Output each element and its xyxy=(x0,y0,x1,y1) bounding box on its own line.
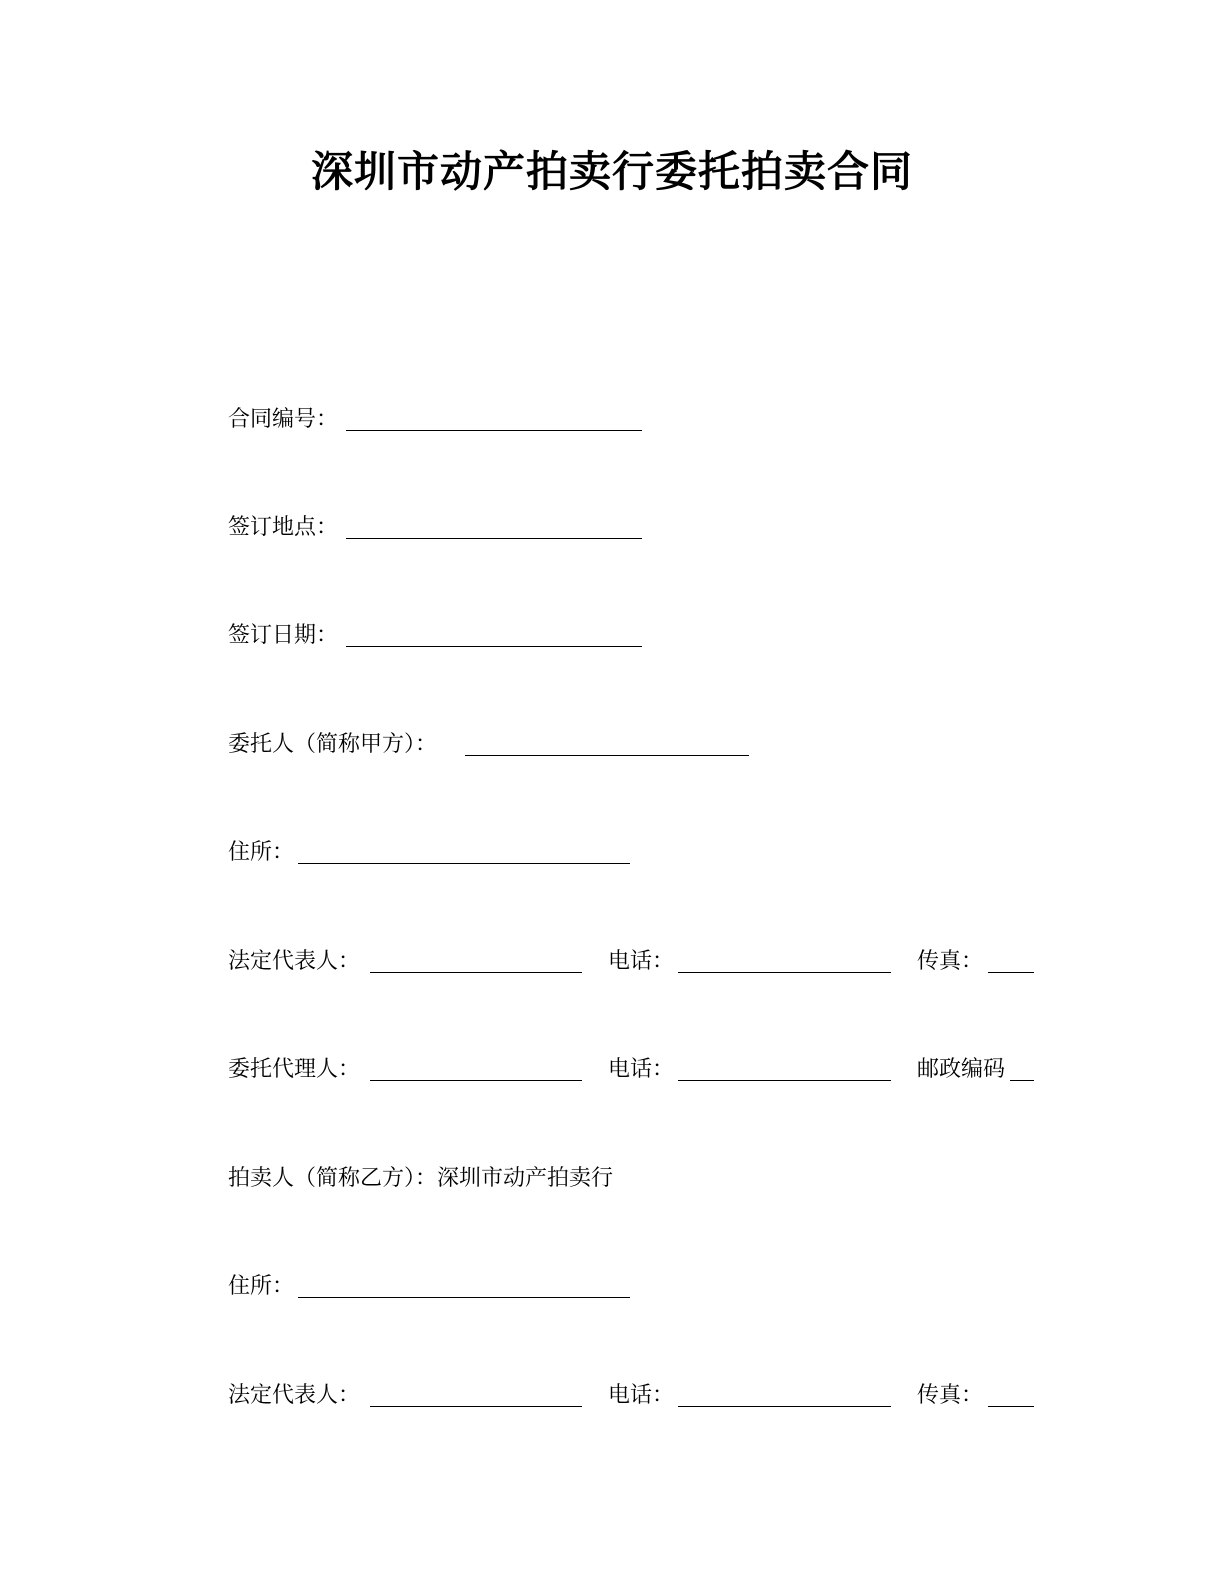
party-b-fax-label: 传真： xyxy=(917,1383,984,1408)
party-b-legal-rep-label: 法定代表人： xyxy=(228,1383,361,1408)
party-a-agent-phone-label: 电话： xyxy=(608,1057,675,1082)
party-a-legal-rep-blank[interactable] xyxy=(370,972,582,973)
party-a-postcode-blank[interactable] xyxy=(1010,1080,1034,1081)
party-b-address-blank[interactable] xyxy=(298,1297,630,1298)
party-a-label: 委托人（简称甲方）： xyxy=(228,732,438,757)
party-a-agent-label: 委托代理人： xyxy=(228,1057,361,1082)
party-a-legal-rep-label: 法定代表人： xyxy=(228,949,361,974)
party-b-fax-blank[interactable] xyxy=(988,1406,1034,1407)
party-b-phone-blank[interactable] xyxy=(678,1406,891,1407)
party-a-address-blank[interactable] xyxy=(298,863,630,864)
party-a-address-label: 住所： xyxy=(228,840,295,865)
party-b-address-label: 住所： xyxy=(228,1274,295,1299)
party-a-blank[interactable] xyxy=(465,755,749,756)
party-b-legal-rep-blank[interactable] xyxy=(370,1406,582,1407)
sign-date-label: 签订日期： xyxy=(228,623,339,648)
party-a-postcode-label: 邮政编码 xyxy=(917,1057,1006,1082)
sign-date-blank[interactable] xyxy=(346,646,642,647)
contract-number-blank[interactable] xyxy=(346,430,642,431)
party-a-agent-blank[interactable] xyxy=(370,1080,582,1081)
party-a-fax-blank[interactable] xyxy=(988,972,1034,973)
party-a-phone-blank[interactable] xyxy=(678,972,891,973)
party-a-phone-label: 电话： xyxy=(608,949,675,974)
contract-number-label: 合同编号： xyxy=(228,407,339,432)
sign-place-blank[interactable] xyxy=(346,538,642,539)
document-title: 深圳市动产拍卖行委托拍卖合同 xyxy=(310,147,913,196)
party-a-agent-phone-blank[interactable] xyxy=(678,1080,891,1081)
party-b-label: 拍卖人（简称乙方）：深圳市动产拍卖行 xyxy=(228,1166,614,1191)
sign-place-label: 签订地点： xyxy=(228,515,339,540)
party-b-phone-label: 电话： xyxy=(608,1383,675,1408)
party-a-fax-label: 传真： xyxy=(917,949,984,974)
